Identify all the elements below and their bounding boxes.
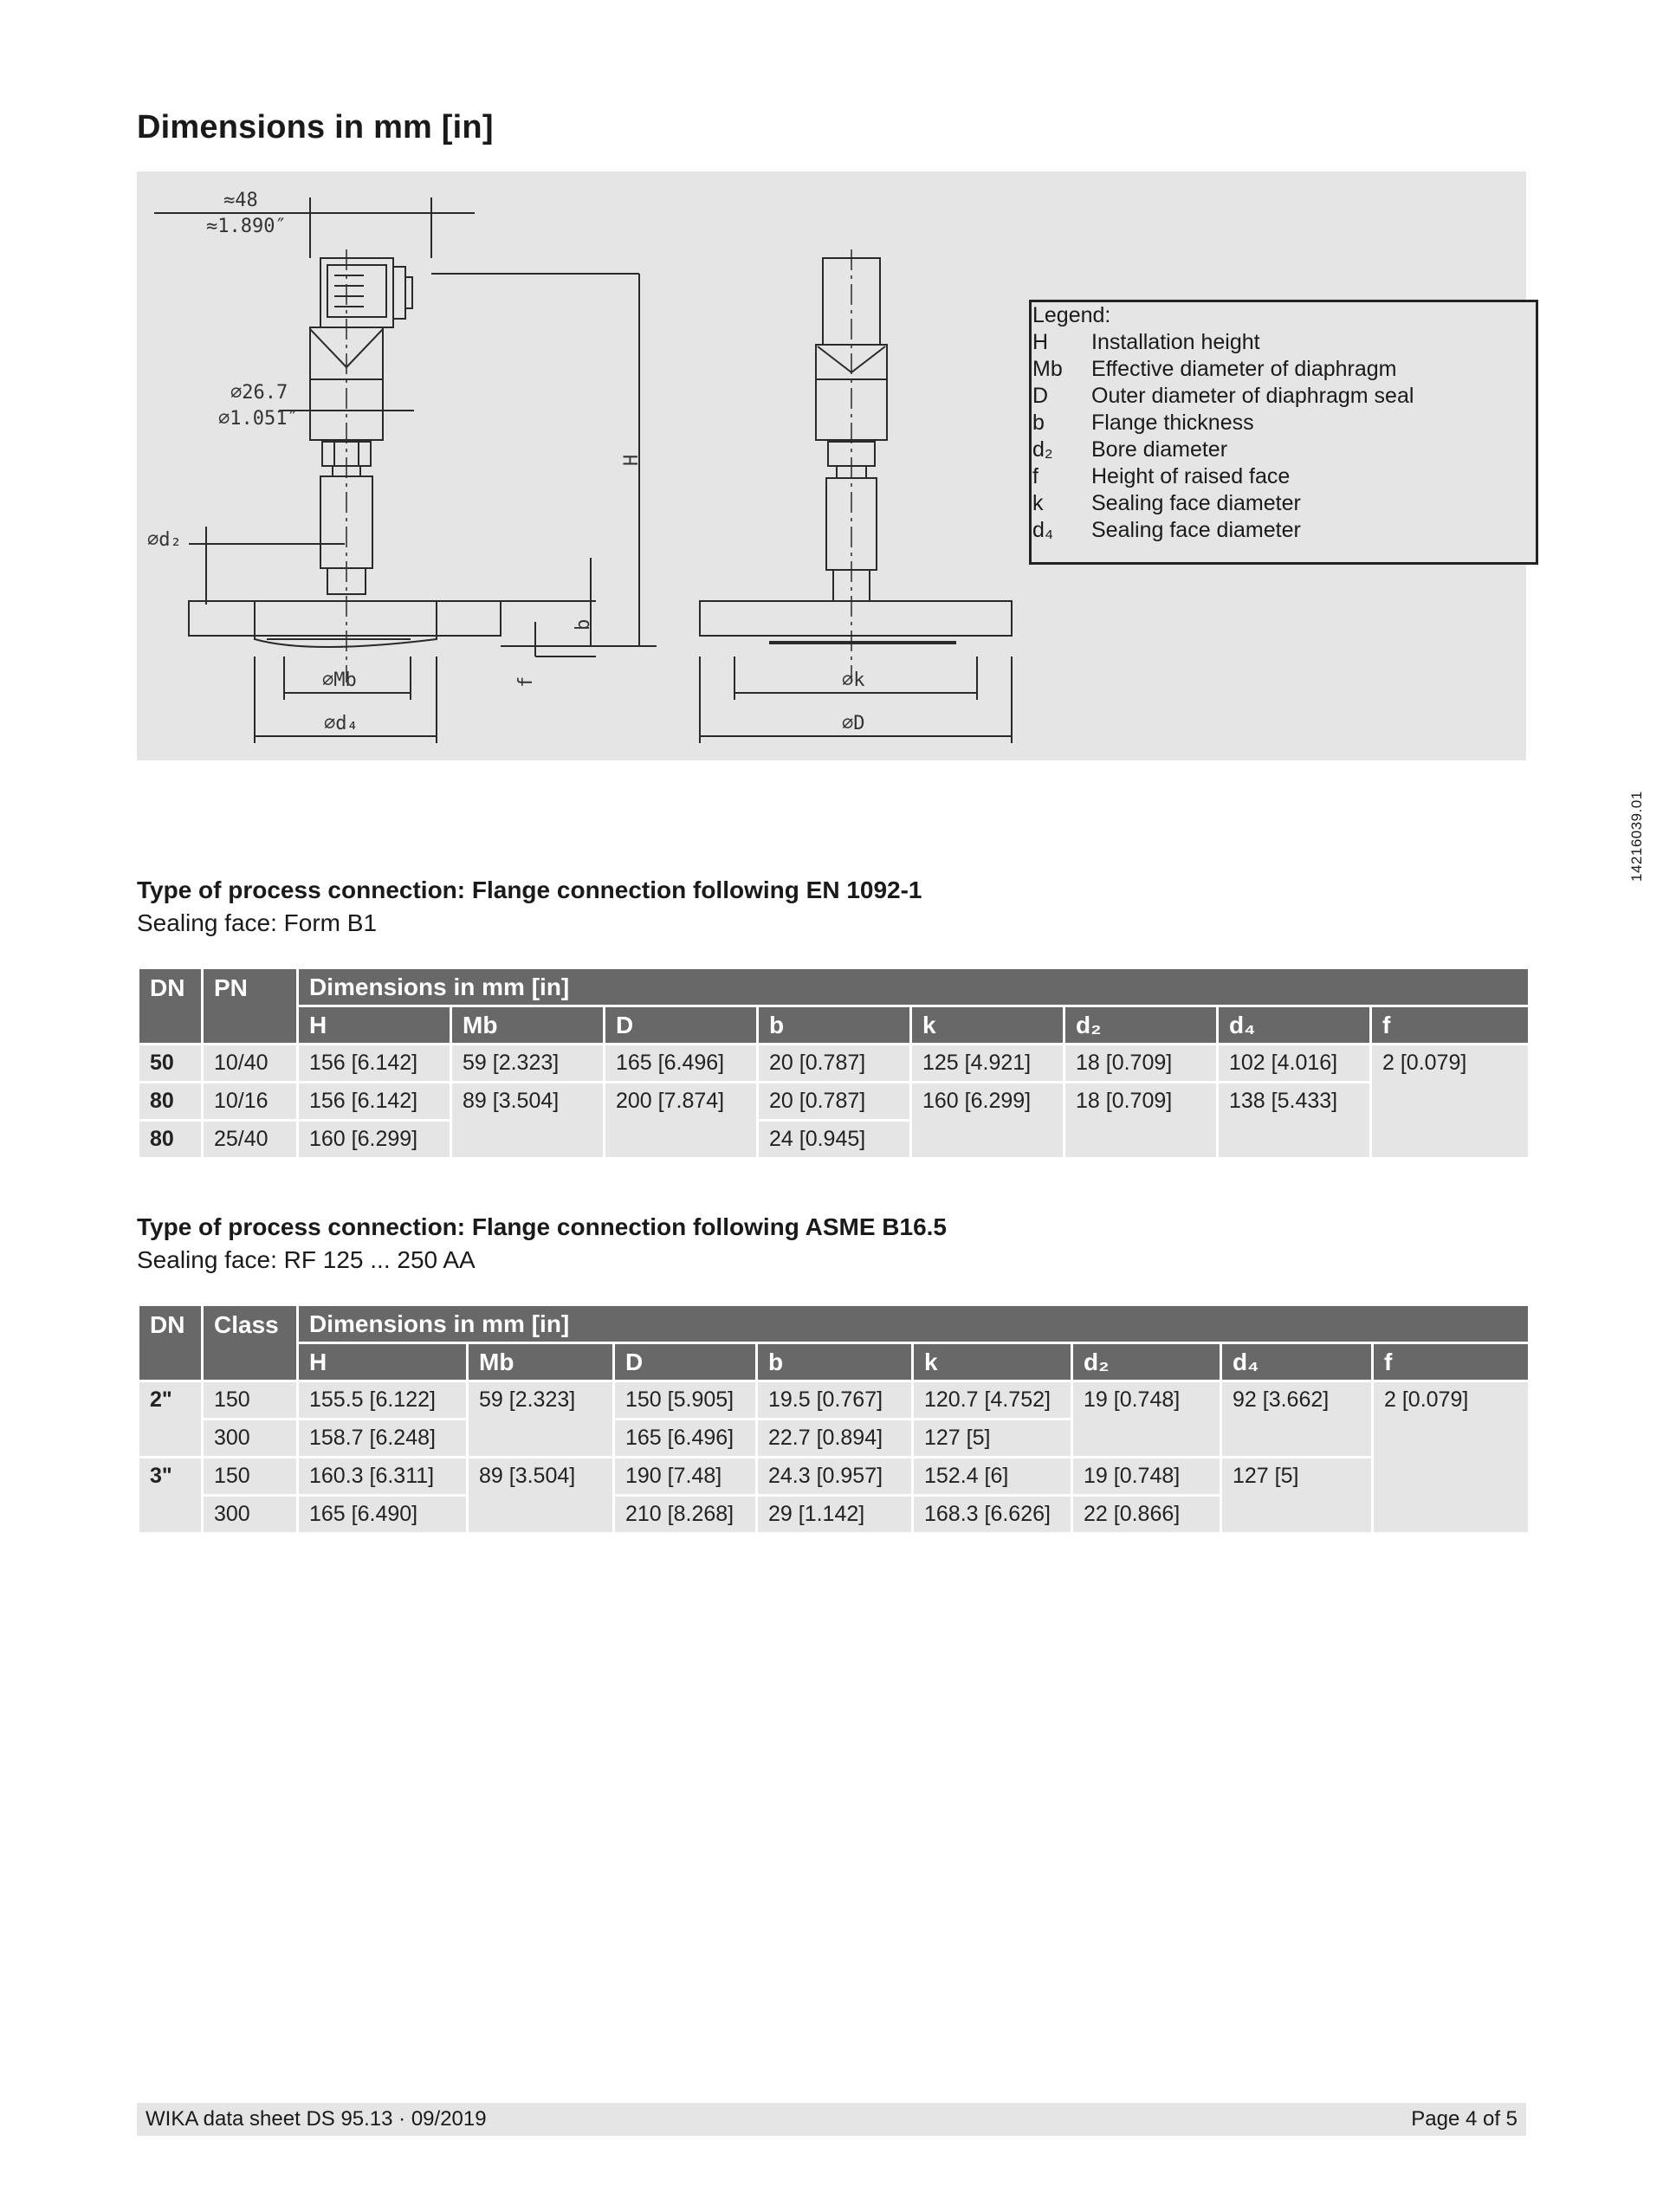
cell-d4: 138 [5.433] [1218, 1083, 1371, 1159]
label-body-dia-in: ⌀1.051″ [218, 408, 299, 430]
en-section-heading: Type of process connection: Flange connection following EN 1092-1 [137, 876, 922, 903]
cell-d4: 102 [4.016] [1218, 1045, 1371, 1083]
cell-pn: 10/16 [203, 1083, 298, 1121]
legend-text: Installation height [1091, 330, 1260, 354]
table-row [139, 1045, 1530, 1083]
cell-d2: 18 [0.709] [1064, 1083, 1218, 1159]
cell-class: 150 [203, 1458, 298, 1496]
cell-mb: 89 [3.504] [451, 1083, 605, 1159]
cell-b: 24.3 [0.957] [757, 1458, 913, 1496]
cell-d: 150 [5.905] [614, 1381, 757, 1420]
legend-symbol: f [1032, 464, 1039, 488]
cell-mb: 59 [2.323] [468, 1381, 614, 1458]
cell-h: 165 [6.490] [298, 1496, 468, 1534]
cell-class: 300 [203, 1496, 298, 1534]
col-header-dn: DN [139, 968, 203, 1045]
page-title: Dimensions in mm [in] [137, 109, 494, 146]
legend-symbol: H [1032, 330, 1049, 354]
col-header-d2: d₂ [1072, 1343, 1221, 1381]
asme-sealing-face: Sealing face: RF 125 ... 250 AA [137, 1246, 476, 1273]
cell-b: 20 [0.787] [758, 1045, 911, 1083]
col-header-b: b [758, 1006, 911, 1045]
cell-k: 120.7 [4.752] [913, 1381, 1072, 1420]
legend-symbol: D [1032, 384, 1049, 408]
label-f: f [515, 676, 537, 688]
cell-d: 200 [7.874] [605, 1083, 758, 1159]
footer-page-number: Page 4 of 5 [1411, 2107, 1517, 2131]
legend-item [1032, 463, 1536, 490]
cell-class: 300 [203, 1420, 298, 1458]
legend-item [1032, 437, 1536, 463]
legend-symbol: d₄ [1032, 518, 1054, 542]
cell-f: 2 [0.079] [1373, 1381, 1530, 1534]
label-mb: ⌀Mb [322, 669, 357, 691]
asme-dimensions-table [137, 1303, 1530, 1535]
cell-mb: 89 [3.504] [468, 1458, 614, 1534]
cell-k: 152.4 [6] [913, 1458, 1072, 1496]
col-group-dimensions: Dimensions in mm [in] [298, 968, 1530, 1006]
cell-h: 156 [6.142] [298, 1083, 451, 1121]
cell-d2: 19 [0.748] [1072, 1458, 1221, 1496]
cell-h: 160.3 [6.311] [298, 1458, 468, 1496]
col-header-dn: DN [139, 1305, 203, 1381]
col-header-d4: d₄ [1218, 1006, 1371, 1045]
legend-text: Flange thickness [1091, 411, 1254, 435]
col-header-pn: PN [203, 968, 298, 1045]
cell-d: 165 [6.496] [614, 1420, 757, 1458]
cell-k: 168.3 [6.626] [913, 1496, 1072, 1534]
legend-text: Bore diameter [1091, 437, 1228, 462]
asme-section-heading: Type of process connection: Flange connection following ASME B16.5 [137, 1213, 947, 1240]
legend-item [1032, 410, 1536, 437]
col-header-d2: d₂ [1064, 1006, 1218, 1045]
cell-d2: 19 [0.748] [1072, 1381, 1221, 1458]
legend-title: Legend: [1032, 303, 1111, 327]
legend-text: Sealing face diameter [1091, 518, 1301, 542]
cell-h: 156 [6.142] [298, 1045, 451, 1083]
legend-item [1032, 490, 1536, 517]
drawing-number: 14216039.01 [1628, 791, 1645, 882]
legend-text: Sealing face diameter [1091, 491, 1301, 515]
label-d2: ⌀d₂ [147, 529, 182, 551]
table-row [139, 1083, 1530, 1121]
cell-k: 125 [4.921] [911, 1045, 1064, 1083]
cell-d: 210 [8.268] [614, 1496, 757, 1534]
cell-dn: 2" [139, 1381, 203, 1458]
col-header-f: f [1373, 1343, 1530, 1381]
cell-d4: 92 [3.662] [1221, 1381, 1373, 1458]
legend-item [1032, 383, 1536, 410]
cell-pn: 25/40 [203, 1121, 298, 1159]
table-subheader-row [139, 1006, 1530, 1045]
col-group-dimensions: Dimensions in mm [in] [298, 1305, 1530, 1343]
col-header-class: Class [203, 1305, 298, 1381]
cell-b: 29 [1.142] [757, 1496, 913, 1534]
col-header-k: k [913, 1343, 1072, 1381]
table-subheader-row [139, 1343, 1530, 1381]
cell-f: 2 [0.079] [1371, 1045, 1530, 1159]
drawing-legend [1029, 300, 1538, 565]
col-header-mb: Mb [468, 1343, 614, 1381]
cell-k: 160 [6.299] [911, 1083, 1064, 1159]
col-header-f: f [1371, 1006, 1530, 1045]
table-header-row [139, 968, 1530, 1006]
label-h: H [621, 454, 643, 466]
cell-dn: 80 [139, 1083, 203, 1121]
cell-d: 190 [7.48] [614, 1458, 757, 1496]
cell-b: 20 [0.787] [758, 1083, 911, 1121]
cell-dn: 3" [139, 1458, 203, 1534]
label-d: ⌀D [842, 713, 865, 734]
cell-class: 150 [203, 1381, 298, 1420]
cell-k: 127 [5] [913, 1420, 1072, 1458]
label-body-dia-mm: ⌀26.7 [230, 382, 288, 404]
col-header-h: H [298, 1006, 451, 1045]
table-header-row [139, 1305, 1530, 1343]
en-dimensions-table [137, 967, 1530, 1160]
cell-h: 158.7 [6.248] [298, 1420, 468, 1458]
cell-mb: 59 [2.323] [451, 1045, 605, 1083]
cell-d2: 22 [0.866] [1072, 1496, 1221, 1534]
cell-d: 165 [6.496] [605, 1045, 758, 1083]
col-header-mb: Mb [451, 1006, 605, 1045]
legend-item [1032, 329, 1536, 356]
label-b: b [573, 618, 594, 631]
cell-pn: 10/40 [203, 1045, 298, 1083]
legend-symbol: d₂ [1032, 437, 1053, 462]
col-header-b: b [757, 1343, 913, 1381]
table-row [139, 1381, 1530, 1420]
col-header-h: H [298, 1343, 468, 1381]
label-k: ⌀k [842, 669, 865, 691]
legend-text: Outer diameter of diaphragm seal [1091, 384, 1414, 408]
label-d4: ⌀d₄ [324, 713, 359, 734]
cell-b: 22.7 [0.894] [757, 1420, 913, 1458]
en-sealing-face: Sealing face: Form B1 [137, 909, 378, 936]
legend-item [1032, 517, 1536, 544]
cell-h: 155.5 [6.122] [298, 1381, 468, 1420]
cell-dn: 50 [139, 1045, 203, 1083]
cell-d4: 127 [5] [1221, 1458, 1373, 1534]
label-width-mm: ≈48 [223, 190, 258, 211]
cell-b: 24 [0.945] [758, 1121, 911, 1159]
col-header-d4: d₄ [1221, 1343, 1373, 1381]
col-header-k: k [911, 1006, 1064, 1045]
legend-text: Effective diameter of diaphragm [1091, 357, 1397, 381]
page-footer [137, 2103, 1526, 2136]
col-header-d: D [614, 1343, 757, 1381]
footer-datasheet: WIKA data sheet DS 95.13 · 09/2019 [146, 2107, 487, 2131]
legend-symbol: k [1032, 491, 1044, 515]
table-row [139, 1458, 1530, 1496]
col-header-d: D [605, 1006, 758, 1045]
label-width-in: ≈1.890″ [206, 216, 287, 237]
cell-h: 160 [6.299] [298, 1121, 451, 1159]
legend-text: Height of raised face [1091, 464, 1291, 488]
legend-symbol: b [1032, 411, 1045, 435]
cell-dn: 80 [139, 1121, 203, 1159]
legend-item [1032, 356, 1536, 383]
cell-d2: 18 [0.709] [1064, 1045, 1218, 1083]
cell-b: 19.5 [0.767] [757, 1381, 913, 1420]
legend-symbol: Mb [1032, 357, 1063, 381]
